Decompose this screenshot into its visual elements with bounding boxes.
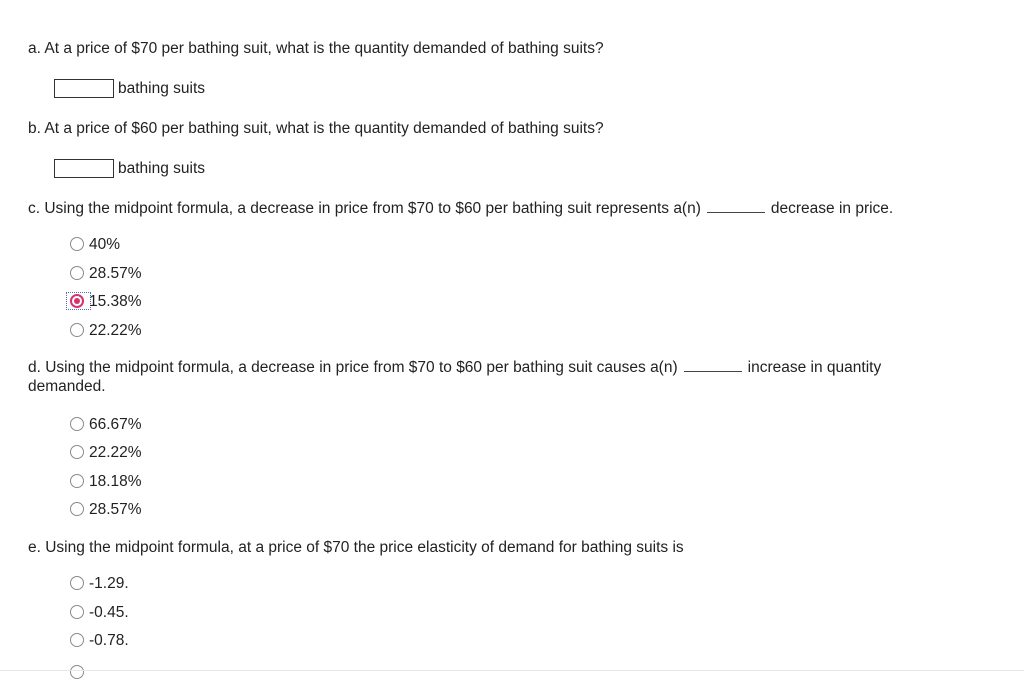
question-c-option-selected[interactable]	[70, 291, 142, 311]
question-c-text-before: c. Using the midpoint formula, a decrease in price from $70 to $60 per bathing suit represents a(n)	[28, 200, 701, 217]
option-label: 40%	[89, 235, 121, 253]
question-d-text-after: increase in quantity	[747, 359, 882, 376]
page-bottom-divider	[0, 670, 1024, 671]
option-label: -0.45.	[89, 603, 129, 621]
radio-icon[interactable]	[70, 323, 84, 337]
radio-icon[interactable]	[70, 502, 84, 516]
question-c-option[interactable]	[70, 320, 142, 340]
question-c-text-after: decrease in price.	[770, 200, 894, 217]
question-e-option[interactable]	[70, 630, 129, 650]
question-a-answer-row	[54, 77, 205, 99]
radio-icon[interactable]	[70, 237, 84, 251]
question-d-text-line2: demanded.	[28, 378, 106, 395]
radio-icon[interactable]	[70, 633, 84, 647]
focus-ring	[68, 294, 89, 308]
question-c-option[interactable]	[70, 234, 120, 254]
question-d-option[interactable]	[70, 471, 142, 491]
option-label: 15.38%	[89, 292, 142, 310]
question-d-option[interactable]	[70, 442, 142, 462]
radio-selected-icon[interactable]	[70, 294, 84, 308]
question-d-option[interactable]	[70, 414, 142, 434]
radio-icon[interactable]	[70, 266, 84, 280]
option-label: 66.67%	[89, 415, 142, 433]
question-c-option[interactable]	[70, 263, 142, 283]
question-b-text: b. At a price of $60 per bathing suit, what is the quantity demanded of bathing suits?	[28, 120, 604, 137]
radio-icon[interactable]	[70, 605, 84, 619]
question-e-option[interactable]	[70, 573, 129, 593]
option-label: 22.22%	[89, 321, 142, 339]
question-b-unit: bathing suits	[118, 159, 206, 177]
question-d-text	[28, 358, 881, 396]
question-a-text: a. At a price of $70 per bathing suit, what is the quantity demanded of bathing suits?	[28, 40, 604, 57]
question-c-blank	[707, 212, 765, 213]
question-a-unit: bathing suits	[118, 79, 206, 97]
question-a-input[interactable]	[54, 79, 114, 98]
option-label: 28.57%	[89, 500, 142, 518]
radio-icon[interactable]	[70, 576, 84, 590]
option-label: -0.78.	[89, 631, 129, 649]
radio-icon[interactable]	[70, 474, 84, 488]
question-d-option[interactable]	[70, 499, 142, 519]
radio-icon[interactable]	[70, 445, 84, 459]
option-label: 22.22%	[89, 443, 142, 461]
question-e-text: e. Using the midpoint formula, at a price of $70 the price elasticity of demand for bathing suits is	[28, 539, 684, 556]
radio-icon[interactable]	[70, 417, 84, 431]
question-c-text	[28, 199, 893, 218]
question-d-blank	[684, 371, 742, 372]
question-e-option[interactable]	[70, 602, 129, 622]
option-label: -1.29.	[89, 574, 129, 592]
question-e-option-clipped[interactable]	[70, 662, 89, 682]
radio-icon[interactable]	[70, 665, 84, 679]
option-label: 28.57%	[89, 264, 142, 282]
option-label: 18.18%	[89, 472, 142, 490]
question-b-answer-row	[54, 157, 205, 179]
question-b-input[interactable]	[54, 159, 114, 178]
question-d-text-before: d. Using the midpoint formula, a decrease in price from $70 to $60 per bathing suit causes a(n)	[28, 359, 678, 376]
